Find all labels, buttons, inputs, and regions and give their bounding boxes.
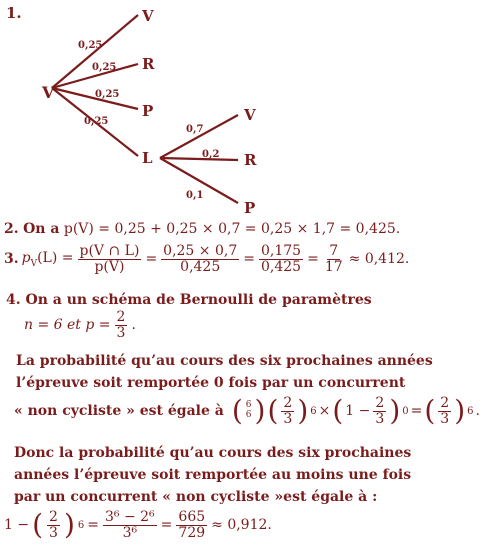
q3-fraction-1: $\frac{p(V \cap L)}{p(V)}$ <box>79 243 140 275</box>
question-4-intro: On a un schéma de Bernoulli de paramètres <box>25 292 372 308</box>
q4-final-result: ≈ 0,912. <box>211 517 272 534</box>
q4-final-two-thirds: $\frac{2}{3}$ <box>49 509 58 541</box>
q4-para1-line1: La probabilité qu’au cours des six prochaines années <box>16 353 433 369</box>
tree-node-l: L <box>142 149 153 167</box>
question-4-label: 4. <box>6 292 21 308</box>
tree-node-lv: V <box>244 106 256 124</box>
probability-tree <box>0 0 407 225</box>
q4-para1-line3: « non cycliste » est égale à <box>14 403 224 420</box>
q4-zero-fois-formula: « non cycliste » est égale à ( 6 6 ) ( $\frac{2}{3}$ ) 6 × ( 1 − $\frac{2}{3}$ ) 0 = ( $\frac{2}{3}$ ) 6 . <box>14 394 480 428</box>
q4-two-thirds-a: $\frac{2}{3}$ <box>283 395 293 427</box>
q3-sub: V <box>30 258 38 269</box>
q3-p: p <box>21 249 31 266</box>
q4-para1-line2: l’épreuve soit remportée 0 fois par un concurrent <box>16 375 406 391</box>
q4-binomial: 6 6 <box>245 400 252 421</box>
q4-two-thirds-b: $\frac{2}{3}$ <box>375 395 385 427</box>
q3-result: ≈ 0,412. <box>348 251 410 268</box>
q4-final-formula: 1 − ( $\frac{2}{3}$ ) 6 = $\frac{\text{3⁶ − 2⁶}}{\text{3⁶}}$ = $\frac{665}{729}$ ≈ 0,912. <box>4 508 272 542</box>
question-2-intro: On a <box>23 221 60 237</box>
q4-paragraph-2 <box>14 442 411 508</box>
tree-root-label: V <box>42 83 55 102</box>
q4-exp6-b: 6 <box>467 405 474 417</box>
q4-exp0: 0 <box>402 405 409 417</box>
q4-exp6-a: 6 <box>310 405 317 417</box>
q4-two-thirds-c: $\frac{2}{3}$ <box>440 395 450 427</box>
q4-one-minus: 1 − <box>345 403 371 420</box>
tree-prob-v: 0,25 <box>78 40 103 51</box>
tree-prob-r: 0,25 <box>92 62 117 73</box>
tree-prob-p: 0,25 <box>95 89 120 100</box>
question-3-label: 3. <box>4 251 19 268</box>
q4-para2-line1: Donc la probabilité qu’au cours des six prochaines <box>14 445 412 461</box>
tree-branch-lv <box>160 115 238 158</box>
tree-branch-lr <box>160 158 238 160</box>
question-1-label: 1. <box>6 4 22 22</box>
tree-node-v: V <box>142 7 154 25</box>
question-2-label: 2. <box>4 221 19 237</box>
tree-node-p: P <box>142 102 154 120</box>
tree-prob-lr: 0,2 <box>202 149 220 160</box>
q3-fraction-4: $\frac{7}{17}$ <box>324 243 343 275</box>
q4-paragraph-1 <box>16 350 433 394</box>
tree-node-r: R <box>142 55 155 73</box>
q3-arg: (L) = <box>37 249 74 266</box>
tree-node-lp: P <box>244 199 256 217</box>
tree-prob-l: 0,25 <box>84 116 109 127</box>
q4-para2-line2: années l’épreuve soit remportée au moins une fois <box>14 467 412 483</box>
q4-final-fraction-1: $\frac{\text{3⁶ − 2⁶}}{\text{3⁶}}$ <box>105 509 155 541</box>
question-4-line-1 <box>6 292 372 308</box>
q4-final-one-minus: 1 − <box>4 517 30 534</box>
question-4-parameters: n = 6 et p = $\frac{2}{3}$ . <box>24 309 136 341</box>
q4-p-fraction: $\frac{2}{3}$ <box>116 309 126 341</box>
question-2 <box>4 221 400 237</box>
tree-prob-lv: 0,7 <box>186 124 204 135</box>
q4-para2-line3: par un concurrent « non cycliste »est égale à : <box>14 489 378 505</box>
q3-fraction-2: $\frac{0,25 \times 0,7}{0,425}$ <box>163 243 238 275</box>
q3-fraction-3: $\frac{0,175}{0,425}$ <box>260 243 302 275</box>
q4-params-text: n = 6 et p = <box>24 317 111 334</box>
tree-node-lr: R <box>244 151 257 169</box>
question-2-formula: p(V) = 0,25 + 0,25 × 0,7 = 0,25 × 1,7 = 0,425. <box>63 221 401 237</box>
q4-final-fraction-2: $\frac{665}{729}$ <box>178 509 206 541</box>
question-3: 3. $p_V(L)$ = $\frac{p(V \cap L)}{p(V)}$ = $\frac{0,25 \times 0,7}{0,425}$ = $\frac{0,175}{0,425}$ = $\frac{7}{17}$ ≈ 0,412. <box>4 243 410 275</box>
tree-prob-lp: 0,1 <box>186 190 204 201</box>
q4-final-exp6: 6 <box>77 519 85 531</box>
